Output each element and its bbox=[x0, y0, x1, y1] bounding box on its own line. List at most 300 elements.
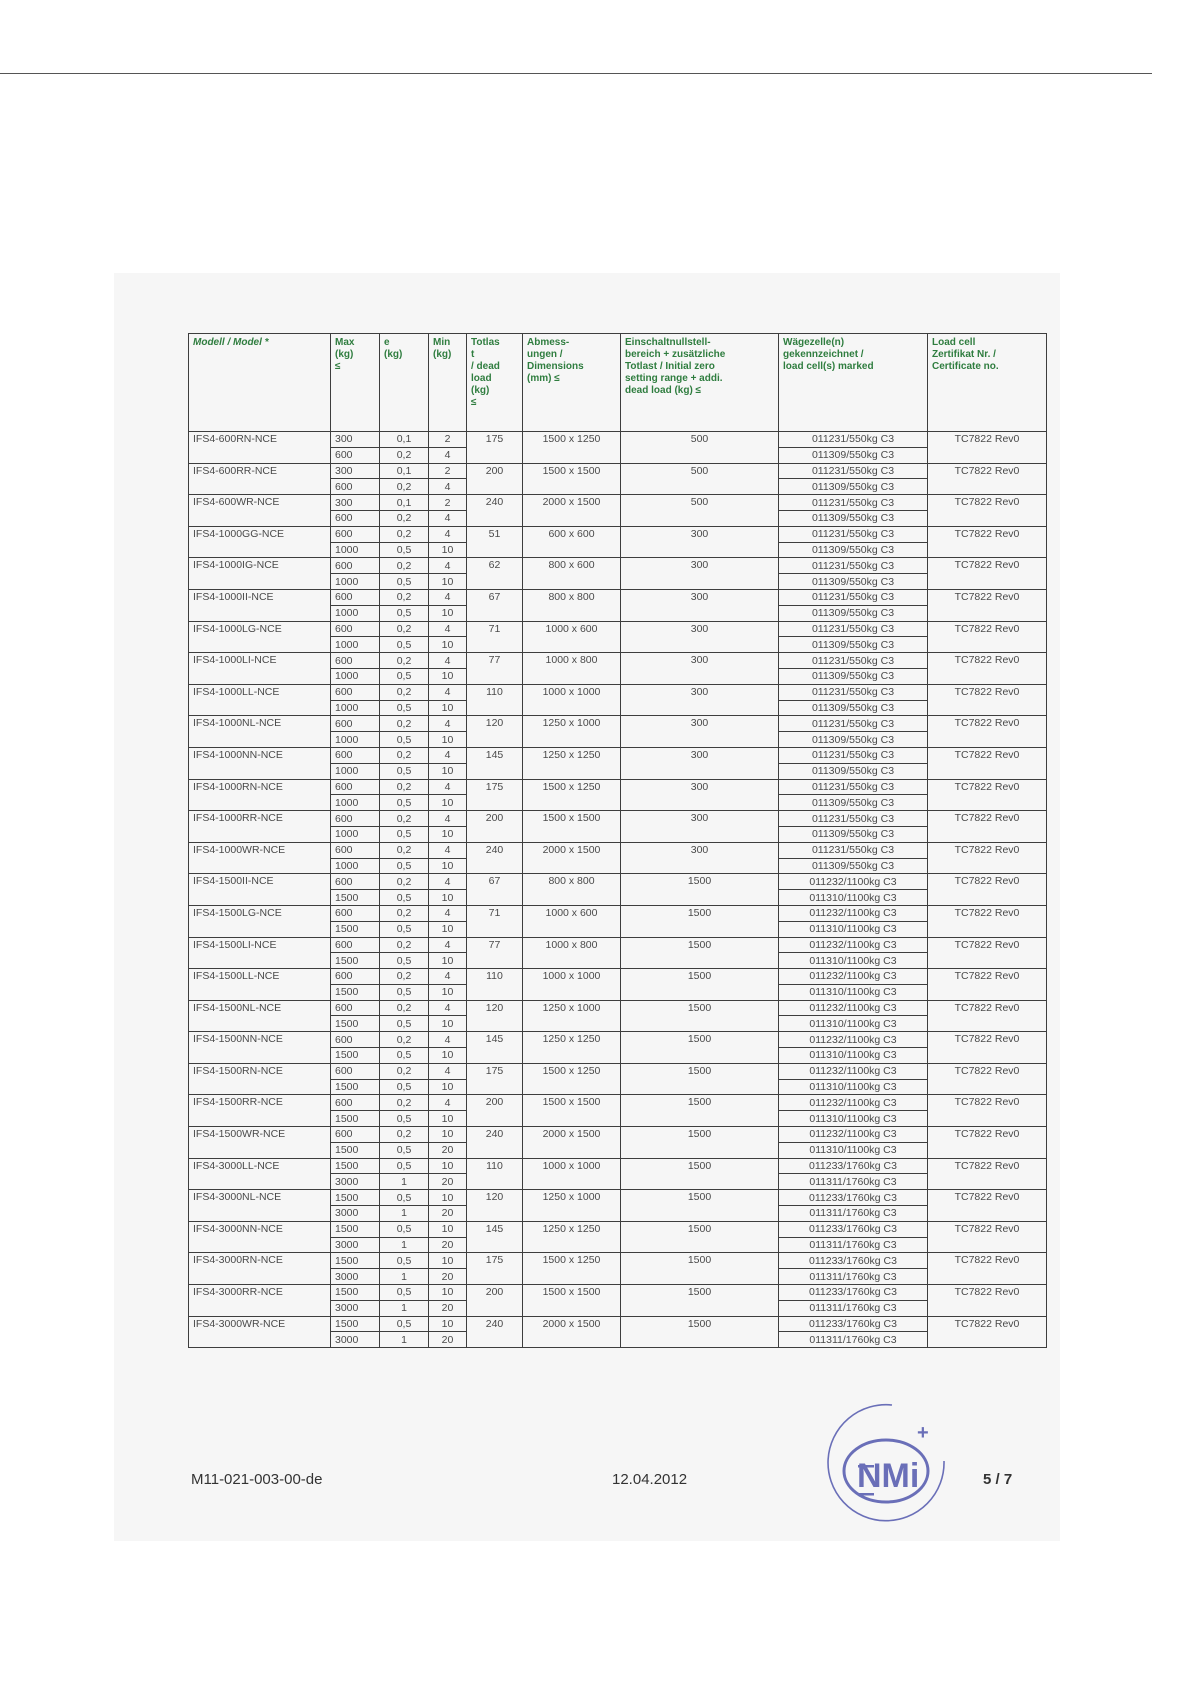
e-cell: 0,5 bbox=[380, 605, 429, 621]
dead-load-cell: 77 bbox=[467, 653, 523, 685]
load-cell-cell: 011309/550kg C3 bbox=[779, 637, 928, 653]
max-cell: 3000 bbox=[331, 1174, 380, 1190]
certificate-cell: TC7822 Rev0 bbox=[928, 969, 1047, 1001]
e-cell: 1 bbox=[380, 1269, 429, 1285]
max-cell: 600 bbox=[331, 684, 380, 700]
dimensions-cell: 2000 x 1500 bbox=[523, 842, 621, 874]
certificate-cell: TC7822 Rev0 bbox=[928, 1158, 1047, 1190]
zero-range-cell: 300 bbox=[621, 589, 779, 621]
zero-range-cell: 500 bbox=[621, 432, 779, 464]
table-row bbox=[189, 747, 1047, 763]
nmi-logo-text: NMi bbox=[857, 1457, 920, 1495]
e-cell: 0,5 bbox=[380, 574, 429, 590]
dead-load-cell: 120 bbox=[467, 1000, 523, 1032]
min-cell: 4 bbox=[429, 811, 467, 827]
dead-load-cell: 71 bbox=[467, 905, 523, 937]
max-cell: 600 bbox=[331, 969, 380, 985]
min-cell: 10 bbox=[429, 1111, 467, 1127]
dead-load-cell: 120 bbox=[467, 1190, 523, 1222]
table-row bbox=[189, 1158, 1047, 1174]
max-cell: 1500 bbox=[331, 921, 380, 937]
e-cell: 0,1 bbox=[380, 495, 429, 511]
page-number: 5 / 7 bbox=[983, 1471, 1013, 1488]
min-cell: 20 bbox=[429, 1206, 467, 1222]
load-cell-cell: 011232/1100kg C3 bbox=[779, 874, 928, 890]
dimensions-cell: 1000 x 1000 bbox=[523, 684, 621, 716]
table-row bbox=[189, 432, 1047, 448]
load-cell-cell: 011233/1760kg C3 bbox=[779, 1190, 928, 1206]
load-cell-cell: 011231/550kg C3 bbox=[779, 811, 928, 827]
zero-range-cell: 300 bbox=[621, 526, 779, 558]
min-cell: 10 bbox=[429, 1079, 467, 1095]
header-dead-load: Totlas t / dead load (kg) ≤ bbox=[467, 334, 523, 432]
dimensions-cell: 1250 x 1000 bbox=[523, 1190, 621, 1222]
zero-range-cell: 1500 bbox=[621, 1063, 779, 1095]
table-row bbox=[189, 842, 1047, 858]
table-row bbox=[189, 589, 1047, 605]
table-row bbox=[189, 969, 1047, 985]
model-cell: IFS4-1000GG-NCE bbox=[189, 526, 331, 558]
header-certificate: Load cell Zertifikat Nr. / Certificate no. bbox=[928, 334, 1047, 432]
max-cell: 1500 bbox=[331, 1016, 380, 1032]
e-cell: 0,2 bbox=[380, 811, 429, 827]
max-cell: 1500 bbox=[331, 1048, 380, 1064]
e-cell: 0,2 bbox=[380, 747, 429, 763]
min-cell: 10 bbox=[429, 858, 467, 874]
max-cell: 1000 bbox=[331, 542, 380, 558]
dimensions-cell: 1250 x 1000 bbox=[523, 716, 621, 748]
e-cell: 0,5 bbox=[380, 763, 429, 779]
max-cell: 300 bbox=[331, 463, 380, 479]
min-cell: 4 bbox=[429, 1095, 467, 1111]
zero-range-cell: 300 bbox=[621, 621, 779, 653]
e-cell: 0,2 bbox=[380, 842, 429, 858]
table-row bbox=[189, 1316, 1047, 1332]
max-cell: 1000 bbox=[331, 763, 380, 779]
min-cell: 4 bbox=[429, 558, 467, 574]
min-cell: 20 bbox=[429, 1174, 467, 1190]
header-max: Max (kg) ≤ bbox=[331, 334, 380, 432]
load-cell-cell: 011231/550kg C3 bbox=[779, 684, 928, 700]
min-cell: 10 bbox=[429, 1253, 467, 1269]
dead-load-cell: 175 bbox=[467, 779, 523, 811]
dimensions-cell: 800 x 800 bbox=[523, 589, 621, 621]
zero-range-cell: 1500 bbox=[621, 905, 779, 937]
dead-load-cell: 62 bbox=[467, 558, 523, 590]
dead-load-cell: 67 bbox=[467, 874, 523, 906]
min-cell: 4 bbox=[429, 526, 467, 542]
load-cell-cell: 011233/1760kg C3 bbox=[779, 1221, 928, 1237]
min-cell: 10 bbox=[429, 637, 467, 653]
max-cell: 600 bbox=[331, 479, 380, 495]
dead-load-cell: 240 bbox=[467, 1127, 523, 1159]
min-cell: 4 bbox=[429, 653, 467, 669]
dead-load-cell: 200 bbox=[467, 463, 523, 495]
table-row bbox=[189, 1063, 1047, 1079]
table-row bbox=[189, 937, 1047, 953]
e-cell: 0,5 bbox=[380, 921, 429, 937]
zero-range-cell: 1500 bbox=[621, 1095, 779, 1127]
model-cell: IFS4-1500NL-NCE bbox=[189, 1000, 331, 1032]
table-row bbox=[189, 1190, 1047, 1206]
dead-load-cell: 200 bbox=[467, 1285, 523, 1317]
min-cell: 10 bbox=[429, 1221, 467, 1237]
dimensions-cell: 600 x 600 bbox=[523, 526, 621, 558]
table-row bbox=[189, 874, 1047, 890]
certificate-cell: TC7822 Rev0 bbox=[928, 1032, 1047, 1064]
load-cell-cell: 011231/550kg C3 bbox=[779, 558, 928, 574]
dead-load-cell: 175 bbox=[467, 432, 523, 464]
e-cell: 0,5 bbox=[380, 1016, 429, 1032]
max-cell: 300 bbox=[331, 432, 380, 448]
load-cell-cell: 011311/1760kg C3 bbox=[779, 1174, 928, 1190]
load-cell-cell: 011311/1760kg C3 bbox=[779, 1269, 928, 1285]
e-cell: 0,5 bbox=[380, 1221, 429, 1237]
load-cell-cell: 011309/550kg C3 bbox=[779, 795, 928, 811]
document-id: M11-021-003-00-de bbox=[191, 1471, 323, 1488]
max-cell: 600 bbox=[331, 1063, 380, 1079]
max-cell: 1500 bbox=[331, 1079, 380, 1095]
dimensions-cell: 1500 x 1500 bbox=[523, 1285, 621, 1317]
certificate-cell: TC7822 Rev0 bbox=[928, 1221, 1047, 1253]
max-cell: 1000 bbox=[331, 700, 380, 716]
certificate-cell: TC7822 Rev0 bbox=[928, 621, 1047, 653]
min-cell: 4 bbox=[429, 1032, 467, 1048]
certificate-cell: TC7822 Rev0 bbox=[928, 684, 1047, 716]
e-cell: 0,2 bbox=[380, 1063, 429, 1079]
min-cell: 4 bbox=[429, 716, 467, 732]
header-row bbox=[189, 334, 1047, 432]
zero-range-cell: 300 bbox=[621, 811, 779, 843]
zero-range-cell: 300 bbox=[621, 747, 779, 779]
model-cell: IFS4-1500LI-NCE bbox=[189, 937, 331, 969]
dead-load-cell: 110 bbox=[467, 684, 523, 716]
table-row bbox=[189, 1032, 1047, 1048]
max-cell: 600 bbox=[331, 621, 380, 637]
certificate-cell: TC7822 Rev0 bbox=[928, 874, 1047, 906]
min-cell: 4 bbox=[429, 905, 467, 921]
certificate-cell: TC7822 Rev0 bbox=[928, 1063, 1047, 1095]
zero-range-cell: 500 bbox=[621, 495, 779, 527]
model-cell: IFS4-1500RR-NCE bbox=[189, 1095, 331, 1127]
table-row bbox=[189, 1000, 1047, 1016]
e-cell: 0,2 bbox=[380, 1095, 429, 1111]
min-cell: 10 bbox=[429, 1158, 467, 1174]
dimensions-cell: 2000 x 1500 bbox=[523, 1127, 621, 1159]
table-row bbox=[189, 653, 1047, 669]
dead-load-cell: 240 bbox=[467, 1316, 523, 1348]
e-cell: 0,2 bbox=[380, 621, 429, 637]
load-cell-cell: 011232/1100kg C3 bbox=[779, 1127, 928, 1143]
max-cell: 600 bbox=[331, 874, 380, 890]
table-row bbox=[189, 1127, 1047, 1143]
model-cell: IFS4-1000LG-NCE bbox=[189, 621, 331, 653]
e-cell: 0,2 bbox=[380, 653, 429, 669]
model-cell: IFS4-1500LG-NCE bbox=[189, 905, 331, 937]
min-cell: 10 bbox=[429, 605, 467, 621]
e-cell: 0,2 bbox=[380, 447, 429, 463]
load-cell-cell: 011231/550kg C3 bbox=[779, 779, 928, 795]
e-cell: 0,2 bbox=[380, 479, 429, 495]
dimensions-cell: 1250 x 1250 bbox=[523, 747, 621, 779]
load-cell-cell: 011231/550kg C3 bbox=[779, 526, 928, 542]
dimensions-cell: 1000 x 800 bbox=[523, 653, 621, 685]
model-cell: IFS4-1000NN-NCE bbox=[189, 747, 331, 779]
load-cell-cell: 011231/550kg C3 bbox=[779, 432, 928, 448]
e-cell: 0,2 bbox=[380, 716, 429, 732]
load-cell-cell: 011233/1760kg C3 bbox=[779, 1285, 928, 1301]
e-cell: 0,5 bbox=[380, 700, 429, 716]
min-cell: 20 bbox=[429, 1142, 467, 1158]
max-cell: 600 bbox=[331, 1095, 380, 1111]
dead-load-cell: 175 bbox=[467, 1063, 523, 1095]
dead-load-cell: 145 bbox=[467, 1221, 523, 1253]
dead-load-cell: 51 bbox=[467, 526, 523, 558]
e-cell: 0,2 bbox=[380, 684, 429, 700]
table-row bbox=[189, 905, 1047, 921]
min-cell: 4 bbox=[429, 447, 467, 463]
load-cell-cell: 011310/1100kg C3 bbox=[779, 984, 928, 1000]
table-row bbox=[189, 716, 1047, 732]
dead-load-cell: 67 bbox=[467, 589, 523, 621]
e-cell: 0,2 bbox=[380, 510, 429, 526]
load-cell-cell: 011309/550kg C3 bbox=[779, 668, 928, 684]
model-cell: IFS4-3000NN-NCE bbox=[189, 1221, 331, 1253]
dead-load-cell: 200 bbox=[467, 811, 523, 843]
max-cell: 600 bbox=[331, 937, 380, 953]
load-cell-cell: 011232/1100kg C3 bbox=[779, 1063, 928, 1079]
certificate-cell: TC7822 Rev0 bbox=[928, 716, 1047, 748]
max-cell: 1000 bbox=[331, 574, 380, 590]
max-cell: 600 bbox=[331, 811, 380, 827]
e-cell: 0,2 bbox=[380, 526, 429, 542]
table-row bbox=[189, 526, 1047, 542]
header-zero-range: Einschaltnullstell- bereich + zusätzliche Totlast / Initial zero setting range + addi. dead load (kg) ≤ bbox=[621, 334, 779, 432]
e-cell: 0,5 bbox=[380, 984, 429, 1000]
e-cell: 0,5 bbox=[380, 953, 429, 969]
zero-range-cell: 1500 bbox=[621, 1316, 779, 1348]
load-cell-cell: 011231/550kg C3 bbox=[779, 716, 928, 732]
model-cell: IFS4-600WR-NCE bbox=[189, 495, 331, 527]
load-cell-cell: 011233/1760kg C3 bbox=[779, 1158, 928, 1174]
certificate-cell: TC7822 Rev0 bbox=[928, 463, 1047, 495]
certificate-cell: TC7822 Rev0 bbox=[928, 1095, 1047, 1127]
table-row bbox=[189, 811, 1047, 827]
max-cell: 1000 bbox=[331, 858, 380, 874]
max-cell: 1500 bbox=[331, 1111, 380, 1127]
e-cell: 0,5 bbox=[380, 858, 429, 874]
certificate-cell: TC7822 Rev0 bbox=[928, 1316, 1047, 1348]
nmi-logo bbox=[822, 1399, 952, 1529]
header-min: Min (kg) bbox=[429, 334, 467, 432]
model-cell: IFS4-600RN-NCE bbox=[189, 432, 331, 464]
table-row bbox=[189, 463, 1047, 479]
max-cell: 1500 bbox=[331, 890, 380, 906]
max-cell: 600 bbox=[331, 653, 380, 669]
zero-range-cell: 1500 bbox=[621, 1158, 779, 1190]
table-body bbox=[189, 432, 1047, 1348]
e-cell: 0,2 bbox=[380, 589, 429, 605]
e-cell: 0,5 bbox=[380, 890, 429, 906]
min-cell: 2 bbox=[429, 432, 467, 448]
dimensions-cell: 2000 x 1500 bbox=[523, 1316, 621, 1348]
load-cell-cell: 011309/550kg C3 bbox=[779, 763, 928, 779]
e-cell: 0,1 bbox=[380, 432, 429, 448]
e-cell: 0,5 bbox=[380, 668, 429, 684]
min-cell: 10 bbox=[429, 1048, 467, 1064]
certificate-cell: TC7822 Rev0 bbox=[928, 495, 1047, 527]
zero-range-cell: 1500 bbox=[621, 874, 779, 906]
load-cell-cell: 011310/1100kg C3 bbox=[779, 1016, 928, 1032]
load-cell-cell: 011231/550kg C3 bbox=[779, 842, 928, 858]
model-cell: IFS4-1500LL-NCE bbox=[189, 969, 331, 1001]
max-cell: 600 bbox=[331, 1127, 380, 1143]
e-cell: 0,5 bbox=[380, 1190, 429, 1206]
dimensions-cell: 1250 x 1250 bbox=[523, 1221, 621, 1253]
model-cell: IFS4-1500II-NCE bbox=[189, 874, 331, 906]
zero-range-cell: 1500 bbox=[621, 969, 779, 1001]
min-cell: 4 bbox=[429, 1000, 467, 1016]
load-cell-cell: 011309/550kg C3 bbox=[779, 574, 928, 590]
e-cell: 1 bbox=[380, 1237, 429, 1253]
table-row bbox=[189, 1253, 1047, 1269]
load-cell-cell: 011309/550kg C3 bbox=[779, 700, 928, 716]
max-cell: 1500 bbox=[331, 1158, 380, 1174]
load-cell-cell: 011309/550kg C3 bbox=[779, 605, 928, 621]
dimensions-cell: 800 x 800 bbox=[523, 874, 621, 906]
certificate-cell: TC7822 Rev0 bbox=[928, 558, 1047, 590]
model-cell: IFS4-1000WR-NCE bbox=[189, 842, 331, 874]
min-cell: 4 bbox=[429, 1063, 467, 1079]
certificate-cell: TC7822 Rev0 bbox=[928, 653, 1047, 685]
dead-load-cell: 110 bbox=[467, 1158, 523, 1190]
min-cell: 10 bbox=[429, 1285, 467, 1301]
load-cell-cell: 011231/550kg C3 bbox=[779, 589, 928, 605]
e-cell: 0,5 bbox=[380, 1048, 429, 1064]
model-cell: IFS4-1000NL-NCE bbox=[189, 716, 331, 748]
max-cell: 600 bbox=[331, 905, 380, 921]
e-cell: 0,5 bbox=[380, 1142, 429, 1158]
max-cell: 3000 bbox=[331, 1300, 380, 1316]
certificate-cell: TC7822 Rev0 bbox=[928, 905, 1047, 937]
zero-range-cell: 1500 bbox=[621, 937, 779, 969]
e-cell: 0,5 bbox=[380, 1253, 429, 1269]
load-cell-cell: 011310/1100kg C3 bbox=[779, 1142, 928, 1158]
dimensions-cell: 2000 x 1500 bbox=[523, 495, 621, 527]
max-cell: 600 bbox=[331, 1032, 380, 1048]
min-cell: 4 bbox=[429, 874, 467, 890]
e-cell: 0,1 bbox=[380, 463, 429, 479]
load-cell-cell: 011309/550kg C3 bbox=[779, 479, 928, 495]
min-cell: 10 bbox=[429, 668, 467, 684]
e-cell: 0,2 bbox=[380, 905, 429, 921]
model-cell: IFS4-1000RN-NCE bbox=[189, 779, 331, 811]
max-cell: 1000 bbox=[331, 605, 380, 621]
load-cell-cell: 011231/550kg C3 bbox=[779, 747, 928, 763]
dimensions-cell: 1500 x 1500 bbox=[523, 811, 621, 843]
max-cell: 1500 bbox=[331, 1285, 380, 1301]
max-cell: 600 bbox=[331, 510, 380, 526]
load-cell-cell: 011309/550kg C3 bbox=[779, 732, 928, 748]
dimensions-cell: 1000 x 600 bbox=[523, 905, 621, 937]
min-cell: 10 bbox=[429, 953, 467, 969]
load-cell-cell: 011232/1100kg C3 bbox=[779, 937, 928, 953]
load-cell-cell: 011232/1100kg C3 bbox=[779, 1095, 928, 1111]
max-cell: 1500 bbox=[331, 1253, 380, 1269]
load-cell-cell: 011310/1100kg C3 bbox=[779, 890, 928, 906]
min-cell: 10 bbox=[429, 890, 467, 906]
dimensions-cell: 1500 x 1500 bbox=[523, 1095, 621, 1127]
model-cell: IFS4-1000LL-NCE bbox=[189, 684, 331, 716]
dimensions-cell: 1000 x 800 bbox=[523, 937, 621, 969]
max-cell: 3000 bbox=[331, 1237, 380, 1253]
load-cell-cell: 011232/1100kg C3 bbox=[779, 969, 928, 985]
load-cell-cell: 011310/1100kg C3 bbox=[779, 1111, 928, 1127]
certificate-cell: TC7822 Rev0 bbox=[928, 842, 1047, 874]
min-cell: 4 bbox=[429, 684, 467, 700]
dimensions-cell: 1500 x 1500 bbox=[523, 463, 621, 495]
zero-range-cell: 1500 bbox=[621, 1127, 779, 1159]
zero-range-cell: 300 bbox=[621, 558, 779, 590]
load-cell-cell: 011310/1100kg C3 bbox=[779, 1079, 928, 1095]
certificate-cell: TC7822 Rev0 bbox=[928, 526, 1047, 558]
dead-load-cell: 240 bbox=[467, 842, 523, 874]
dimensions-cell: 1500 x 1250 bbox=[523, 432, 621, 464]
max-cell: 1500 bbox=[331, 1190, 380, 1206]
load-cell-cell: 011309/550kg C3 bbox=[779, 826, 928, 842]
dimensions-cell: 1500 x 1250 bbox=[523, 1253, 621, 1285]
dead-load-cell: 145 bbox=[467, 747, 523, 779]
dead-load-cell: 120 bbox=[467, 716, 523, 748]
load-cell-cell: 011311/1760kg C3 bbox=[779, 1237, 928, 1253]
model-cell: IFS4-1500RN-NCE bbox=[189, 1063, 331, 1095]
e-cell: 0,2 bbox=[380, 558, 429, 574]
model-cell: IFS4-1500NN-NCE bbox=[189, 1032, 331, 1064]
model-cell: IFS4-1000IG-NCE bbox=[189, 558, 331, 590]
load-cell-cell: 011309/550kg C3 bbox=[779, 510, 928, 526]
e-cell: 0,2 bbox=[380, 874, 429, 890]
certificate-cell: TC7822 Rev0 bbox=[928, 779, 1047, 811]
min-cell: 4 bbox=[429, 589, 467, 605]
zero-range-cell: 300 bbox=[621, 779, 779, 811]
max-cell: 600 bbox=[331, 842, 380, 858]
load-cell-cell: 011311/1760kg C3 bbox=[779, 1300, 928, 1316]
top-rule bbox=[0, 73, 1152, 74]
dead-load-cell: 110 bbox=[467, 969, 523, 1001]
min-cell: 10 bbox=[429, 795, 467, 811]
zero-range-cell: 1500 bbox=[621, 1000, 779, 1032]
max-cell: 600 bbox=[331, 447, 380, 463]
max-cell: 600 bbox=[331, 747, 380, 763]
zero-range-cell: 300 bbox=[621, 653, 779, 685]
certificate-cell: TC7822 Rev0 bbox=[928, 811, 1047, 843]
dimensions-cell: 1000 x 1000 bbox=[523, 969, 621, 1001]
min-cell: 20 bbox=[429, 1300, 467, 1316]
zero-range-cell: 1500 bbox=[621, 1032, 779, 1064]
min-cell: 4 bbox=[429, 621, 467, 637]
max-cell: 300 bbox=[331, 495, 380, 511]
min-cell: 4 bbox=[429, 842, 467, 858]
max-cell: 1500 bbox=[331, 1316, 380, 1332]
dead-load-cell: 200 bbox=[467, 1095, 523, 1127]
dimensions-cell: 1000 x 1000 bbox=[523, 1158, 621, 1190]
max-cell: 1500 bbox=[331, 1221, 380, 1237]
model-cell: IFS4-1000LI-NCE bbox=[189, 653, 331, 685]
max-cell: 3000 bbox=[331, 1332, 380, 1348]
min-cell: 10 bbox=[429, 1016, 467, 1032]
e-cell: 0,5 bbox=[380, 1158, 429, 1174]
min-cell: 4 bbox=[429, 779, 467, 795]
